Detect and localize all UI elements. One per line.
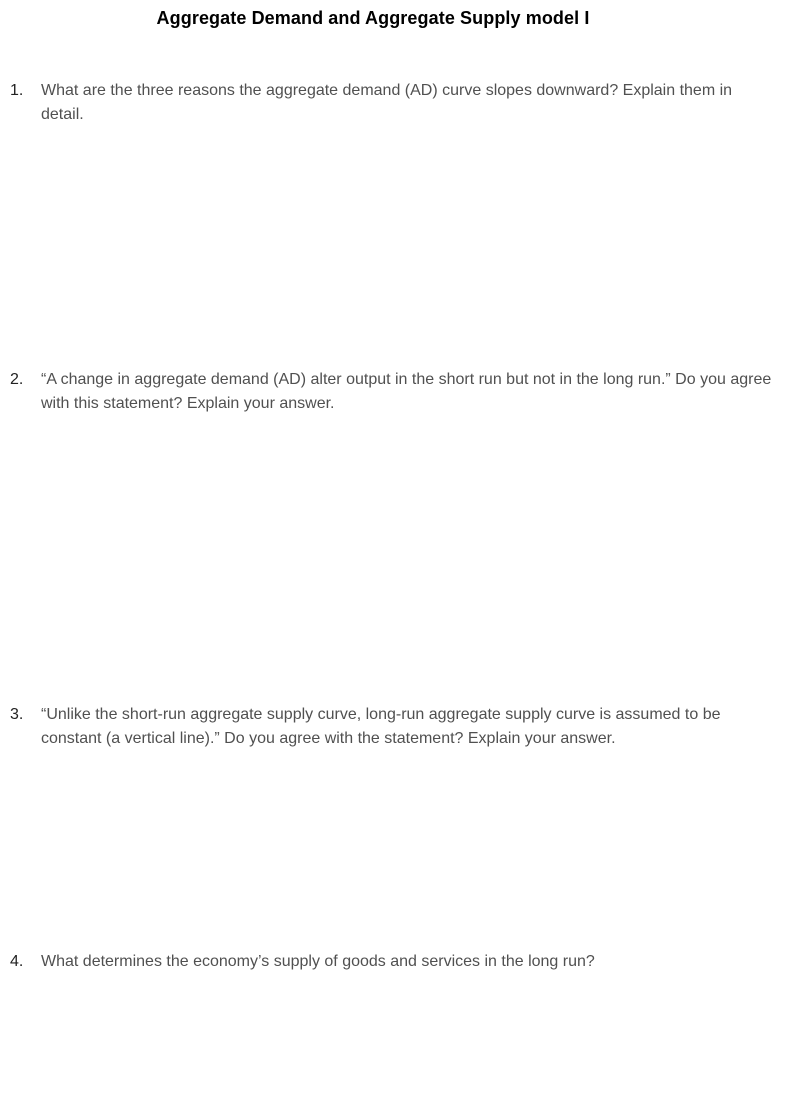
question-number: 4. <box>10 953 24 970</box>
question-2 <box>10 368 778 416</box>
question-text: What are the three reasons the aggregate demand (AD) curve slopes downward? Explain them in detail. <box>41 82 733 123</box>
page-title: Aggregate Demand and Aggregate Supply model I <box>156 8 590 28</box>
question-1 <box>10 79 778 127</box>
question-text: “Unlike the short-run aggregate supply curve, long-run aggregate supply curve is assumed to be constant (a vertical line).” Do you agree with the statement? Explain your answer. <box>41 706 721 747</box>
question-3 <box>10 703 778 751</box>
question-number: 3. <box>10 706 24 723</box>
question-4 <box>10 950 778 974</box>
question-text: “A change in aggregate demand (AD) alter output in the short run but not in the long run.” Do you agree with this statement? Explain your answer. <box>41 371 772 412</box>
question-number: 2. <box>10 371 24 388</box>
question-text: What determines the economy’s supply of goods and services in the long run? <box>41 953 595 970</box>
question-number: 1. <box>10 82 24 99</box>
